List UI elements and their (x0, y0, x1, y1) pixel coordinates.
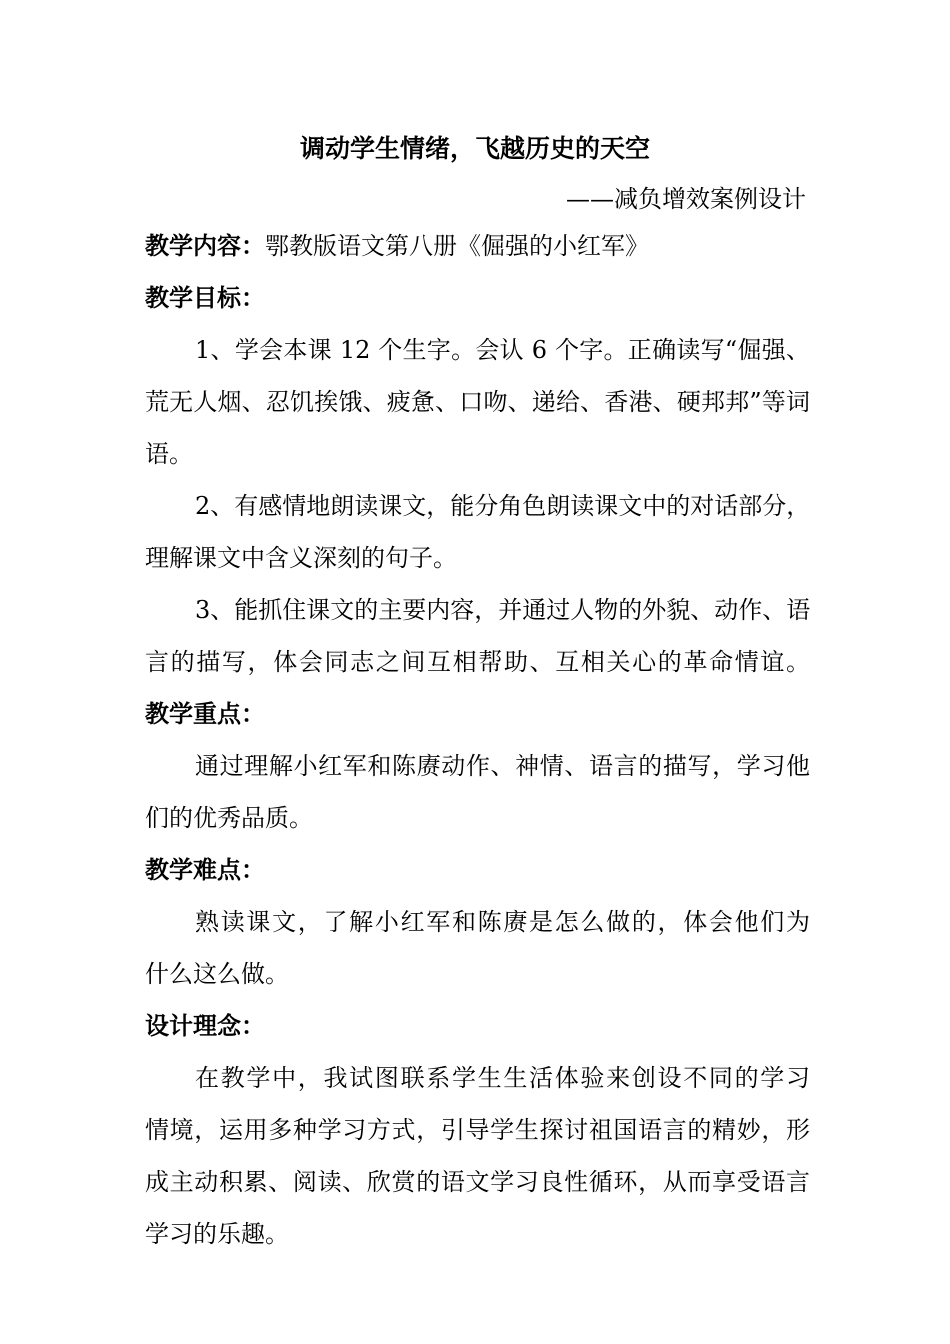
design-idea-line-3: 成主动积累、阅读、欣赏的语文学习良性循环，从而享受语言 (145, 1168, 810, 1196)
document-subtitle: ——减负增效案例设计 (566, 185, 806, 213)
design-idea-line-1: 在教学中，我试图联系学生生活体验来创设不同的学习 (195, 1064, 810, 1092)
goals-label: 教学目标： (145, 284, 265, 312)
goal-2-line-2: 理解课文中含义深刻的句子。 (145, 544, 457, 572)
difficulties-label: 教学难点： (145, 856, 265, 884)
key-points-line-1: 通过理解小红军和陈赓动作、神情、语言的描写，学习他 (195, 752, 810, 780)
design-idea-label: 设计理念： (145, 1012, 265, 1040)
design-idea-line-4: 学习的乐趣。 (145, 1220, 289, 1248)
goal-3-line-1: 3、能抓住课文的主要内容，并通过人物的外貌、动作、语 (195, 596, 811, 624)
goal-3-line-2: 言的描写，体会同志之间互相帮助、互相关心的革命情谊。 (145, 648, 810, 676)
difficulties-line-1: 熟读课文，了解小红军和陈赓是怎么做的，体会他们为 (195, 908, 810, 936)
key-points-label: 教学重点： (145, 700, 265, 728)
content-label: 教学内容： (145, 232, 265, 260)
key-points-line-2: 们的优秀品质。 (145, 804, 313, 832)
content-value: 鄂教版语文第八册《倔强的小红军》 (265, 232, 649, 260)
document-body (145, 220, 810, 1260)
design-idea-line-2: 情境，运用多种学习方式，引导学生探讨祖国语言的精妙，形 (145, 1116, 810, 1144)
goal-1-line-3: 语。 (145, 440, 193, 468)
goal-2-line-1: 2、有感情地朗读课文，能分角色朗读课文中的对话部分， (195, 492, 811, 520)
content-line (145, 220, 810, 272)
difficulties-line-2: 什么这么做。 (145, 960, 289, 988)
document-title: 调动学生情绪，飞越历史的天空 (299, 134, 650, 163)
goal-1-line-2: 荒无人烟、忍饥挨饿、疲惫、口吻、递给、香港、硬邦邦”等词 (145, 388, 810, 416)
goal-1-line-1: 1、学会本课 12 个生字。会认 6 个字。正确读写“倔强、 (195, 336, 810, 364)
